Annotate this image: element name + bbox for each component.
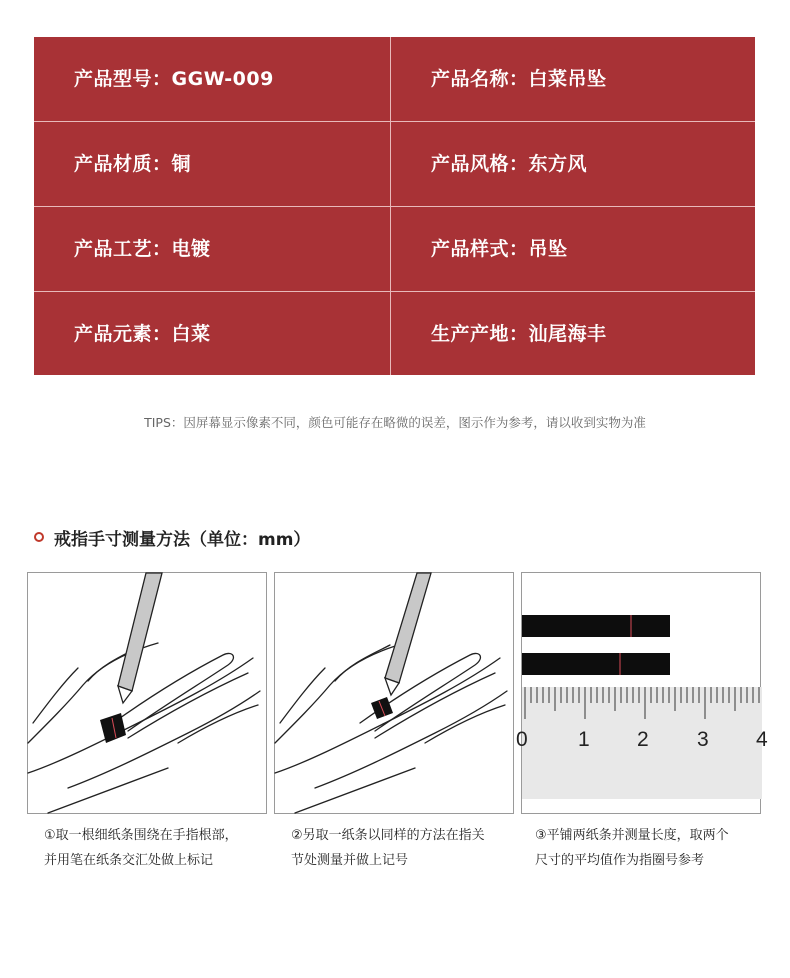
spec-name: 产品名称：白菜吊坠 (431, 68, 607, 90)
step-1-caption (44, 823, 238, 873)
spec-type: 产品样式：吊坠 (431, 238, 568, 260)
section-header (34, 524, 310, 550)
section-title: 戒指手寸测量方法（单位：mm） (54, 529, 311, 550)
spec-origin: 生产产地：汕尾海丰 (431, 323, 607, 345)
ruler-label: 3 (697, 728, 709, 751)
ruler-label: 4 (756, 728, 768, 751)
table-divider-row (34, 206, 755, 207)
ruler-label: 1 (578, 728, 590, 751)
spec-material: 产品材质：铜 (74, 153, 192, 175)
ruler-label: 2 (637, 728, 649, 751)
hand-with-pen-icon (28, 573, 268, 815)
spec-style: 产品风格：东方风 (431, 153, 588, 175)
step-2-line-1: ②另取一纸条以同样的方法在指关 (291, 828, 485, 843)
step-1-illustration (27, 572, 267, 814)
ruler-with-strips-icon (516, 573, 768, 815)
step-1-line-2: 并用笔在纸条交汇处做上标记 (44, 853, 214, 868)
step-2-illustration (274, 572, 514, 814)
spec-craft: 产品工艺：电镀 (74, 238, 211, 260)
spec-element: 产品元素：白菜 (74, 323, 211, 345)
step-2-caption (291, 823, 485, 873)
table-divider-row (34, 291, 755, 292)
step-2-line-2: 节处测量并做上记号 (291, 853, 409, 868)
step-3-line-2: 尺寸的平均值作为指圈号参考 (535, 853, 705, 868)
paper-strip-1 (522, 615, 670, 637)
spec-table (34, 37, 755, 375)
ruler-label: 0 (516, 728, 528, 751)
step-3-caption (535, 823, 729, 873)
tips-text: TIPS：因屏幕显示像素不同，颜色可能存在略微的误差，图示作为参考，请以收到实物为准 (144, 415, 646, 430)
bullet-circle-icon (34, 532, 44, 542)
step-1-line-1: ①取一根细纸条围绕在手指根部， (44, 828, 238, 843)
paper-strip-2 (522, 653, 670, 675)
hand-with-pen-knuckle-icon (275, 573, 515, 815)
table-divider-row (34, 121, 755, 122)
spec-model: 产品型号：GGW-009 (74, 68, 274, 90)
step-3-illustration (516, 572, 768, 814)
step-3-line-1: ③平铺两纸条并测量长度，取两个 (535, 828, 729, 843)
